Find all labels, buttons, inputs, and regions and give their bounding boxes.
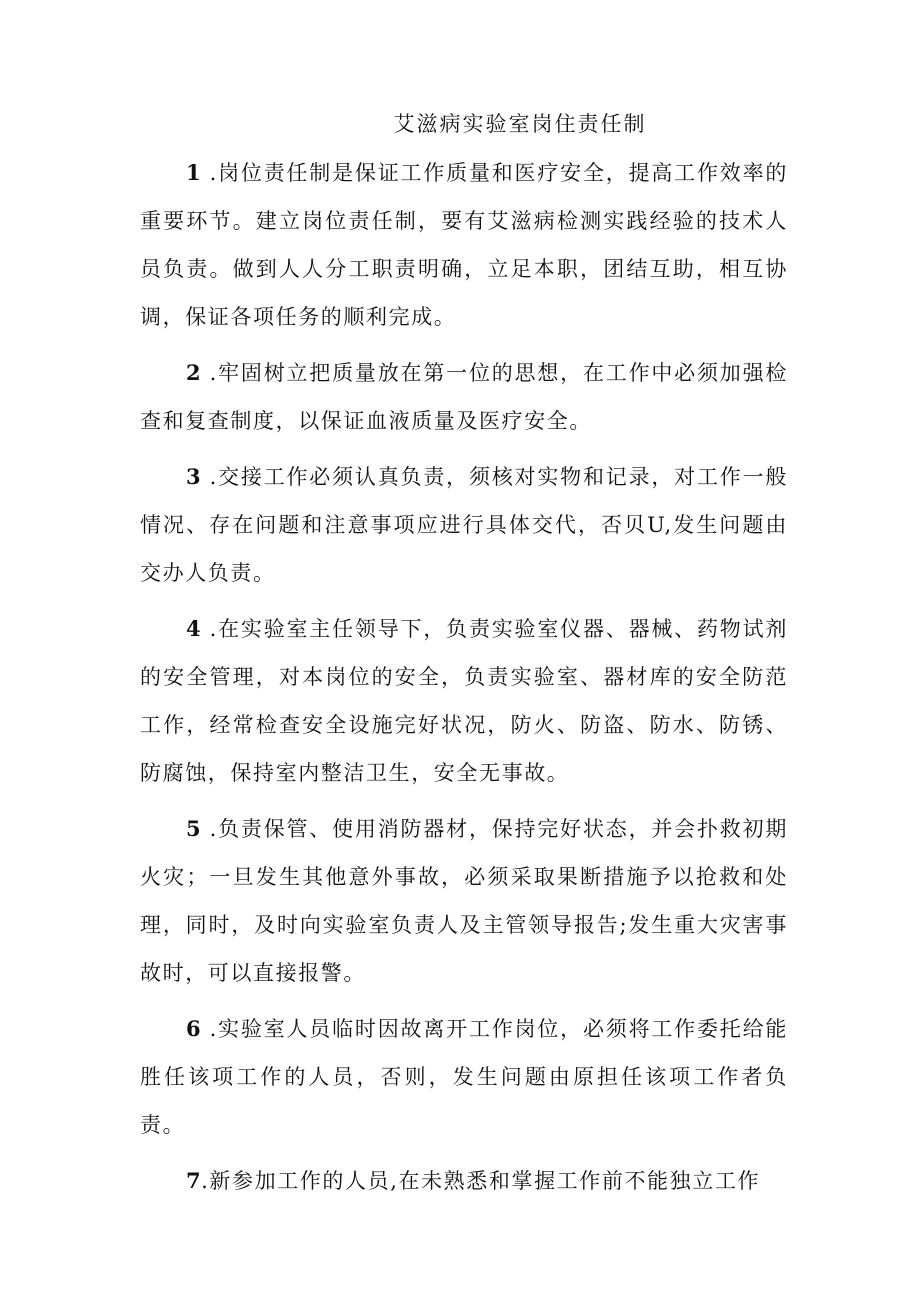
paragraph-5 — [140, 805, 788, 997]
paragraph-text: 实验室人员临时因故离开工作岗位，必须将工作委托给能胜任该项工作的人员，否则，发生问题由原担任该项工作者负责。 — [140, 1017, 788, 1137]
paragraph-separator: . — [201, 617, 218, 641]
paragraph-number: 4 — [186, 616, 202, 641]
paragraph-text: 岗位责任制是保证工作质量和医疗安全，提高工作效率的重要环节。建立岗位责任制，要有艾滋病检测实践经验的技术人员负责。做到人人分工职责明确，立足本职，团结互助，相互协调，保证各项任务的顺利完成。 — [140, 161, 788, 329]
paragraph-text: 交接工作必须认真负责，须核对实物和记录，对工作一般情况、存在问题和注意事项应进行具体交代，否贝U,发生问题由交办人负责。 — [140, 465, 788, 585]
document-title: 艾滋病实验室岗住责任制 — [393, 112, 647, 136]
paragraph-number: 7 — [186, 1168, 202, 1193]
paragraph-text: 牢固树立把质量放在第一位的思想，在工作中必须加强检查和复查制度，以保证血液质量及医疗安全。 — [140, 361, 788, 433]
paragraph-7 — [140, 1157, 788, 1205]
paragraph-6 — [140, 1005, 788, 1149]
paragraph-text: 新参加工作的人员,在未熟悉和掌握工作前不能独立工作 — [209, 1169, 761, 1193]
paragraph-number: 5 — [186, 816, 202, 841]
paragraph-3 — [140, 453, 788, 597]
paragraph-number: 1 — [186, 160, 202, 185]
document-body — [140, 149, 788, 1213]
paragraph-4 — [140, 605, 788, 797]
paragraph-separator: . — [201, 465, 218, 489]
paragraph-number: 3 — [186, 464, 202, 489]
paragraph-separator: . — [201, 1017, 218, 1041]
paragraph-number: 6 — [186, 1016, 202, 1041]
paragraph-separator: . — [201, 1169, 210, 1193]
paragraph-separator: . — [201, 361, 218, 385]
paragraph-separator: . — [201, 817, 218, 841]
paragraph-1 — [140, 149, 788, 341]
paragraph-number: 2 — [186, 360, 202, 385]
paragraph-text: 负责保管、使用消防器材，保持完好状态，并会扑救初期火灾；一旦发生其他意外事故，必须采取果断措施予以抢救和处理，同时，及时向实验室负责人及主管领导报告;发生重大灾害事故时，可以直接报警。 — [140, 817, 788, 985]
paragraph-text: 在实验室主任领导下，负责实验室仪器、器械、药物试剂的安全管理，对本岗位的安全，负责实验室、器材库的安全防范工作，经常检查安全设施完好状况，防火、防盗、防水、防锈、防腐蚀，保持室内整洁卫生，安全无事故。 — [140, 617, 788, 785]
paragraph-separator: . — [201, 161, 218, 185]
paragraph-2 — [140, 349, 788, 445]
